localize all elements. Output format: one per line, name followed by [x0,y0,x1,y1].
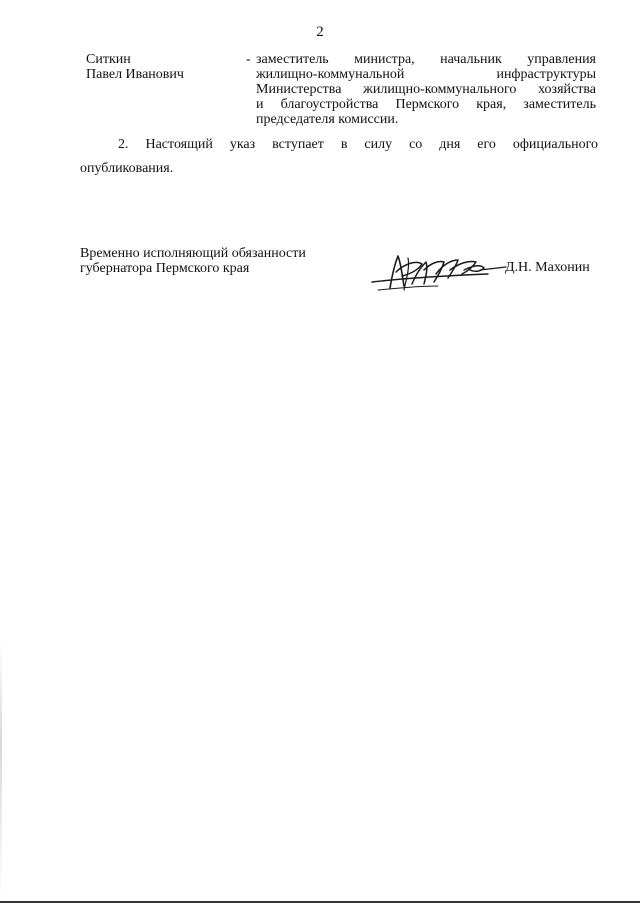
appointee-surname: Ситкин [86,52,131,67]
signer-title-line: губернатора Пермского края [80,261,250,276]
role-line: жилищно-коммунальной инфраструктуры [256,67,596,82]
appointee-name [86,52,246,82]
role-line: председателя комиссии. [256,112,399,127]
clause-2-line: 2. Настоящий указ вступает в силу со дня его официального [118,137,598,152]
role-line: и благоустройства Пермского края, заместитель [256,97,596,112]
appointee-given-names: Павел Иванович [86,67,184,82]
page-bottom-border [0,901,640,903]
scan-edge-shadow [0,640,2,900]
signer-title-line: Временно исполняющий обязанности [80,246,306,261]
signer-title [80,246,360,276]
page-number: 2 [316,24,324,40]
clause-2-paragraph [80,133,598,181]
role-line: заместитель министра, начальник управления [256,52,596,67]
handwritten-signature-icon [368,246,508,294]
role-line: Министерства жилищно-коммунального хозяйства [256,82,596,97]
signer-name: Д.Н. Махонин [505,260,590,275]
role-dash: - [246,52,251,67]
appointee-role [256,52,596,127]
clause-2-line: опубликования. [80,161,174,176]
